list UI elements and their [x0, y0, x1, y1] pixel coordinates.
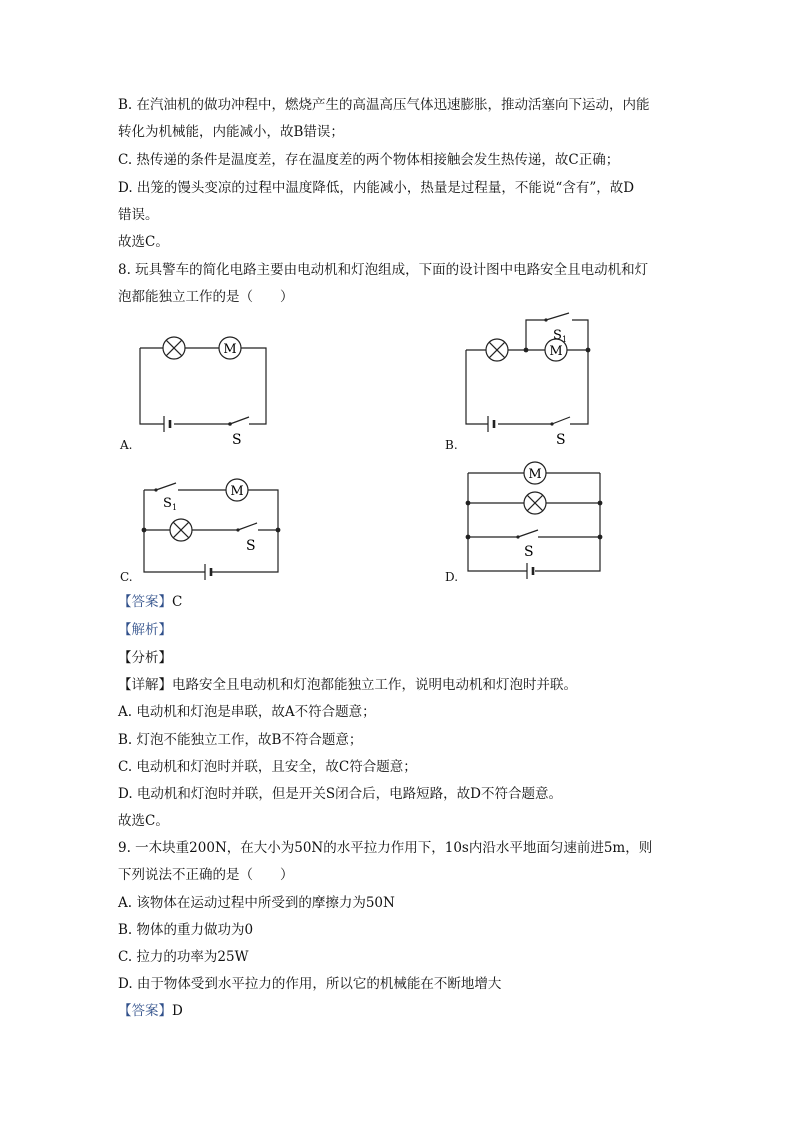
q8-stem-line2: 泡都能独立工作的是（ ） — [118, 289, 294, 305]
q8-conclusion: 故选C。 — [118, 813, 169, 829]
circuit-diagram-d — [458, 455, 608, 580]
switch-label: S — [232, 432, 242, 448]
q9-option-a: A. 该物体在运动过程中所受到的摩擦力为50N — [118, 895, 395, 911]
option-label-b: B. — [445, 438, 458, 452]
motor-symbol: M — [549, 344, 563, 359]
q8-detail — [118, 675, 577, 695]
q9-option-c: C. 拉力的功率为25W — [118, 949, 249, 965]
q8-explain-c: C. 电动机和灯泡时并联，且安全，故C符合题意； — [118, 759, 417, 775]
circuit-diagram-c — [130, 470, 290, 585]
q7-option-d-line1: D. 出笼的馒头变凉的过程中温度降低，内能减小，热量是过程量，不能说“含有”，故D — [118, 180, 635, 196]
q9-answer — [118, 1001, 183, 1021]
motor-symbol: M — [528, 467, 542, 482]
q9-option-b: B. 物体的重力做功为0 — [118, 922, 254, 938]
q8-answer — [118, 592, 182, 612]
q8-explain-a: A. 电动机和灯泡是串联，故A不符合题意； — [118, 704, 376, 720]
circuit-diagram-b — [450, 312, 610, 450]
q8-fenxi-tag — [118, 648, 172, 668]
switch1-blade — [156, 483, 176, 490]
switch1-subscript: 1 — [562, 335, 568, 344]
switch1-blade — [546, 313, 569, 320]
switch-blade — [518, 530, 538, 537]
detail-text: 电路安全且电动机和灯泡都能独立工作，说明电动机和灯泡时并联。 — [172, 677, 577, 693]
q7-conclusion: 故选C。 — [118, 234, 169, 250]
q9-stem-line1: 9. 一木块重200N，在大小为50N的水平拉力作用下，10s内沿水平地面匀速前进5m，则 — [118, 840, 653, 856]
motor-symbol: M — [230, 484, 244, 499]
q8-explain-d: D. 电动机和灯泡时并联，但是开关S闭合后，电路短路，故D不符合题意。 — [118, 786, 562, 802]
switch-blade — [230, 417, 249, 424]
motor-symbol: M — [223, 342, 237, 357]
switch-label: S — [524, 544, 534, 560]
circuit-diagram-a — [118, 320, 288, 450]
answer-value: C — [172, 594, 183, 610]
fenxi-tag: 【分析】 — [118, 650, 172, 666]
switch-label: S — [556, 432, 566, 448]
answer-value: D — [172, 1003, 183, 1019]
answer-tag: 【答案】 — [118, 594, 172, 610]
q7-option-b-line2: 转化为机械能，内能减小，故B错误； — [118, 124, 344, 140]
q8-explain-b: B. 灯泡不能独立工作，故B不符合题意； — [118, 732, 363, 748]
q8-analysis-tag — [118, 620, 172, 640]
detail-tag: 【详解】 — [118, 677, 172, 693]
option-label-d: D. — [445, 570, 459, 584]
q8-stem-line1: 8. 玩具警车的简化电路主要由电动机和灯泡组成，下面的设计图中电路安全且电动机和灯 — [118, 262, 649, 278]
switch-label: S — [246, 538, 256, 554]
switch1-label: S — [163, 496, 172, 511]
q9-stem-line2: 下列说法不正确的是（ ） — [118, 867, 294, 883]
answer-tag: 【答案】 — [118, 1003, 172, 1019]
analysis-tag: 【解析】 — [118, 622, 172, 638]
q7-option-c: C. 热传递的条件是温度差，存在温度差的两个物体相接触会发生热传递，故C正确； — [118, 152, 620, 168]
switch1-subscript: 1 — [172, 503, 178, 512]
q7-option-b-line1: B. 在汽油机的做功冲程中，燃烧产生的高温高压气体迅速膨胀，推动活塞向下运动，内能 — [118, 97, 650, 113]
switch1-label: S — [553, 328, 562, 343]
switch-blade — [238, 523, 257, 530]
option-label-c: C. — [120, 570, 133, 584]
option-label-a: A. — [120, 438, 133, 452]
q9-option-d: D. 由于物体受到水平拉力的作用，所以它的机械能在不断地增大 — [118, 976, 502, 992]
switch-blade — [552, 417, 570, 424]
q7-option-d-line2: 错误。 — [118, 207, 159, 223]
